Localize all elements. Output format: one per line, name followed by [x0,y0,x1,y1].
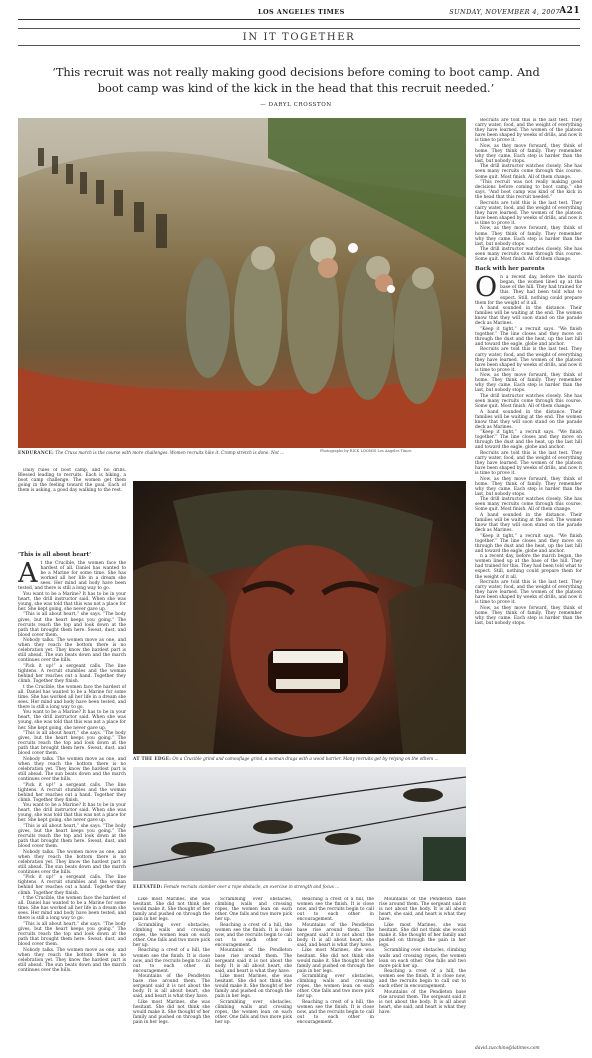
pull-quote-attribution: — DARYL CROSSTON [260,102,332,108]
paragraph: Nobody talks. The women move as one, and when they reach the bottom there is no celebration yet. They know the hardest part is still ahead. The sun beats down and the march continues over the hills. [18,638,126,664]
paragraph: Recruits are told this is the last test. They carry water, food, and the weight of everything they have learned. The women of the platoon have been shaped by weeks of drills, and now it is time to prove it. [475,200,582,226]
paragraph: The drill instructor watches closely. She has seen many recruits come through this course. Some quit. Most finish. All of them change. [475,393,582,409]
paragraph: You want to be a Marine? It has to be in your heart, the drill instructor said. When she was young, she was told that this was not a place for her. She kept going, she never gave up. [18,591,126,612]
article-column-bottom-4 [379,897,466,1053]
paragraph: The drill instructor watches closely. She has seen many recruits come through this course. Some quit. Most finish. All of them change. [475,164,582,180]
paragraph: Like most Marines, she was hesitant. She did not think she would make it. She thought of her family and pushed on through the pain in her legs. [297,948,374,974]
paragraph: n a recent day, before the march began, the women lined up at the base of the hill. They had trained for this. They had been told what to expect. Still, nothing could prepare them for the weight of it all. [475,554,582,580]
drop-cap: A [18,558,38,589]
article-column-bottom-2 [215,897,292,1053]
paragraph: Scrambling over obstacles, climbing walls and crossing ropes, the women lean on each other. One falls and two more pick her up. [133,922,210,948]
paragraph: Mountains of the Pendleton base rise around them. The sergeant said it is not about the body. It is all about heart, she said, and heart is what they have. [215,948,292,974]
paragraph: “This recruit was not really making good decisions before coming to boot camp,” she says. “And boot camp was kind of the kick in the head that this recruit needed.” [475,180,582,201]
publication-name: LOS ANGELES TIMES [258,8,345,16]
rope-obstacle-illustration [133,767,466,881]
masthead [18,6,580,20]
article-column-bottom-1 [133,897,210,1053]
caption-text: On a Crucible grind and camouflage grind, a woman drags with a wood barrier. Many recruits get by relying on the others ... [172,756,439,761]
paragraph: Now, as they move forward, they think of home. They think of family. They remember why they came. Each step is harder than the last, but nobody stops. [475,476,582,497]
paragraph: Mountains of the Pendleton base rise around them. The sergeant said it is not about the body. It is all about heart, she said, and heart is what they have. [379,897,466,923]
paragraph: t the Crucible, the women face the hardest of all. Daniel has wanted to be a Marine for some time. She has worked all her life in a dream she sees. Her mind and body have been tested, and there is still a long way to go. [18,684,126,710]
paragraph: On a recent day, before the march began, the women lined up at the base of the hill. They had trained for this. They had been told what to expect. Still, nothing could prepare them for the weight of it all. [475,272,582,306]
article-column-left [18,548,126,1053]
paragraph: Scrambling over obstacles, climbing walls and crossing ropes, the women lean on each other. One falls and two more pick her up. [215,999,292,1026]
subhead: Back with her parents [475,266,545,273]
paragraph: Mountains of the Pendleton base rise around them. The sergeant said it is not about the body. It is all about heart, she said, and heart is what they have. [379,989,466,1016]
photo-rope-obstacle [133,767,466,881]
paragraph: Like most Marines, she was hesitant. She did not think she would make it. She thought of her family and pushed on through the pain in her legs. [215,974,292,1000]
paragraph: “Keep it tight,” a recruit says. “We finish together.” The line closes and they move on through the dust and the heat, up the last hill and toward the eagle, globe and anchor. [475,430,582,451]
paragraph: Reaching a crest of a hill, the women see the finish. It is close now, and the recruits begin to call out to each other in encouragement. [215,922,292,948]
paragraph: “Keep it tight,” a recruit says. “We finish together.” The line closes and they move on through the dust and the heat, up the last hill and toward the eagle, globe and anchor. [475,533,582,554]
caption-text: The Cruxs march is the course with more challenges. Women recruits hike it. Cramp stretch is done. Not ... [55,450,285,455]
paragraph: Daily rules of boot camp, and no drills. Blessed leading to recruits. Each is hiking, a boot camp challenge. The women get them going in the feeling toward the goal. Each of them is asking, a good day walking to the rest. [18,468,126,494]
paragraph: Mountains of the Pendleton base rise around them. The sergeant said it is not about the body. It is all about heart, she said, and heart is what they have. [297,922,374,948]
paragraph: Now, as they move forward, they think of home. They think of family. They remember why they came. Each step is harder than the last, but nobody stops. [475,143,582,164]
caption-lead: ELEVATED: [133,884,163,889]
paragraph: Reaching a crest of a hill, the women see the finish. It is close now, and the recruits begin to call out to each other in encouragement. [379,969,466,990]
photo-recruit-face [133,481,466,754]
paragraph: A band sounded in the distance. Their families will be waiting at the end. The women know that they will soon stand on the parade deck as Marines. [475,306,582,327]
paragraph: t the Crucible, the women face the hardest of all. Daniel has wanted to be a Marine for some time. She has worked all her life in a dream she sees. Her mind and body have been tested, and there is still a long way to go. [18,896,126,922]
paragraph: Scrambling over obstacles, climbing walls and crossing ropes, the women lean on each other. One falls and two more pick her up. [379,948,466,969]
paragraph: Now, as they move forward, they think of home. They think of family. They remember why they came. Each step is harder than the last, but nobody stops. [475,605,582,626]
paragraph: “This is all about heart,” she says. “The body gives, but the heart keeps you going.” The recruits reach the top and look down at the path that brought them here. Sweat, dust, and blood cover them. [18,612,126,638]
page-number: A21 [559,6,580,16]
paragraph: Recruits are told this is the last test. They carry water, food, and the weight of everything they have learned. The women of the platoon have been shaped by weeks of drills, and now it is time to prove it. [475,580,582,606]
paragraph: “This is all about heart,” she says. “The body gives, but the heart keeps you going.” The recruits reach the top and look down at the path that brought them here. Sweat, dust, and blood cover them. [18,731,126,757]
issue-date: SUNDAY, NOVEMBER 4, 2007 [449,8,560,16]
paragraph: Reaching a crest of a hill, the women see the finish. It is close now, and the recruits begin to call out to each other in encouragement. [133,948,210,974]
paragraph: “Pick it up!” a sergeant calls. The line tightens. A recruit stumbles and the woman behind her reaches out a hand. Together they climb. Together they finish. [18,782,126,803]
paragraph: Nobody talks. The women move as one, and when they reach the bottom there is no celebration yet. They know the hardest part is still ahead. The sun beats down and the march continues over the hills. [18,849,126,875]
paragraph: The drill instructor watches closely. She has seen many recruits come through this course. Some quit. Most finish. All of them change. [475,497,582,513]
article-column-right [475,118,582,1053]
caption-lead: AT THE EDGE: [133,756,172,761]
photo-marching-recruits [18,118,466,448]
caption-lead: ENDURANCE: [18,450,54,455]
paragraph: Reaching a crest of a hill, the women see the finish. It is close now, and the recruits begin to call out to each other in encouragement. [297,897,374,923]
paragraph: Scrambling over obstacles, climbing walls and crossing ropes, the women lean on each other. One falls and two more pick her up. [215,897,292,923]
marching-recruits-illustration [18,118,466,448]
pull-quote-text: ‘This recruit was not really making good decisions before coming to boot camp. And boot camp was kind of the kick in the head that this recruit needed.’ [52,65,540,95]
paragraph: A band sounded in the distance. Their families will be waiting at the end. The women know that they will soon stand on the parade deck as Marines. [475,409,582,430]
paragraph: “This is all about heart,” she says. “The body gives, but the heart keeps you going.” The recruits reach the top and look down at the path that brought them here. Sweat, dust, and blood cover them. [18,921,126,947]
pull-quote [40,64,552,113]
paragraph: “Keep it tight,” a recruit says. “We finish together.” The line closes and they move on through the dust and the heat, up the last hill and toward the eagle, globe and anchor. [475,326,582,347]
paragraph: At the Crucible, the women face the hardest of all. Daniel has wanted to be a Marine for some time. She has worked all her life in a dream she sees. Her mind and body have been tested, and there is still a long way to go. [18,558,126,592]
drop-cap: O [475,272,498,304]
paragraph: Recruits are told this is the last test. They carry water, food, and the weight of everything they have learned. The women of the platoon have been shaped by weeks of drills, and now it is time to prove it. [475,347,582,373]
paragraph: You want to be a Marine? It has to be in your heart, the drill instructor said. When she was young, she was told that this was not a place for her. She kept going, she never gave up. [18,710,126,731]
caption-text: Female recruits clamber over a rope obstacle, an exercise in strength and focus ... [163,884,340,889]
paragraph: Like most Marines, she was hesitant. She did not think she would make it. She thought of her family and pushed on through the pain in her legs. [133,999,210,1026]
paragraph: Recruits are told this is the last test. They carry water, food, and the weight of everything they have learned. The women of the platoon have been shaped by weeks of drills, and now it is time to prove it. [475,450,582,477]
paragraph: Now, as they move forward, they think of home. They think of family. They remember why they came. Each step is harder than the last, but nobody stops. [475,226,582,247]
subhead: ‘This is all about heart’ [18,552,92,558]
section-heading: IN IT TOGETHER [18,28,580,46]
paragraph: Like most Marines, she was hesitant. She did not think she would make it. She thought of her family and pushed on through the pain in her legs. [133,897,210,923]
paragraph: Recruits are told this is the last test. They carry water, food, and the weight of everything they have learned. The women of the platoon have been shaped by weeks of drills, and now it is time to prove it. [475,118,582,144]
paragraph: Nobody talks. The women move as one, and when they reach the bottom there is no celebration yet. They know the hardest part is still ahead. The sun beats down and the march continues over the hills. [18,947,126,973]
photo-credit: Photographs by RICK LOOMIS Los Angeles Times [320,449,412,453]
paragraph: Now, as they move forward, they think of home. They think of family. They remember why they came. Each step is harder than the last, but nobody stops. [475,373,582,394]
paragraph: “Pick it up!” a sergeant calls. The line tightens. A recruit stumbles and the woman behind her reaches out a hand. Together they climb. Together they finish. [18,663,126,685]
paragraph: The drill instructor watches closely. She has seen many recruits come through this course. Some quit. Most finish. All of them change. [475,247,582,263]
paragraph: “Pick it up!” a sergeant calls. The line tightens. A recruit stumbles and the woman behind her reaches out a hand. Together they climb. Together they finish. [18,875,126,896]
recruit-face-illustration [133,481,466,754]
article-column-left-top [18,468,126,536]
paragraph: Nobody talks. The women move as one, and when they reach the bottom there is no celebration yet. They know the hardest part is still ahead. The sun beats down and the march continues over the hills. [18,756,126,782]
paragraph: Reaching a crest of a hill, the women see the finish. It is close now, and the recruits begin to call out to each other in encouragement. [297,999,374,1026]
photo-caption-face [133,756,466,761]
paragraph: Mountains of the Pendleton base rise around them. The sergeant said it is not about the body. It is all about heart, she said, and heart is what they have. [133,974,210,1000]
paragraph: Like most Marines, she was hesitant. She did not think she would make it. She thought of her family and pushed on through the pain in her legs. [379,922,466,948]
paragraph: “This is all about heart,” she says. “The body gives, but the heart keeps you going.” The recruits reach the top and look down at the path that brought them here. Sweat, dust, and blood cover them. [18,823,126,850]
author-email: david.zucchino@latimes.com [475,1046,540,1051]
article-column-bottom-3 [297,897,374,1053]
paragraph: A band sounded in the distance. Their families will be waiting at the end. The women know that they will soon stand on the parade deck as Marines. [475,512,582,534]
photo-caption-rope [133,884,466,889]
paragraph: Scrambling over obstacles, climbing walls and crossing ropes, the women lean on each other. One falls and two more pick her up. [297,974,374,1000]
paragraph: You want to be a Marine? It has to be in your heart, the drill instructor said. When she was young, she was told that this was not a place for her. She kept going, she never gave up. [18,803,126,824]
